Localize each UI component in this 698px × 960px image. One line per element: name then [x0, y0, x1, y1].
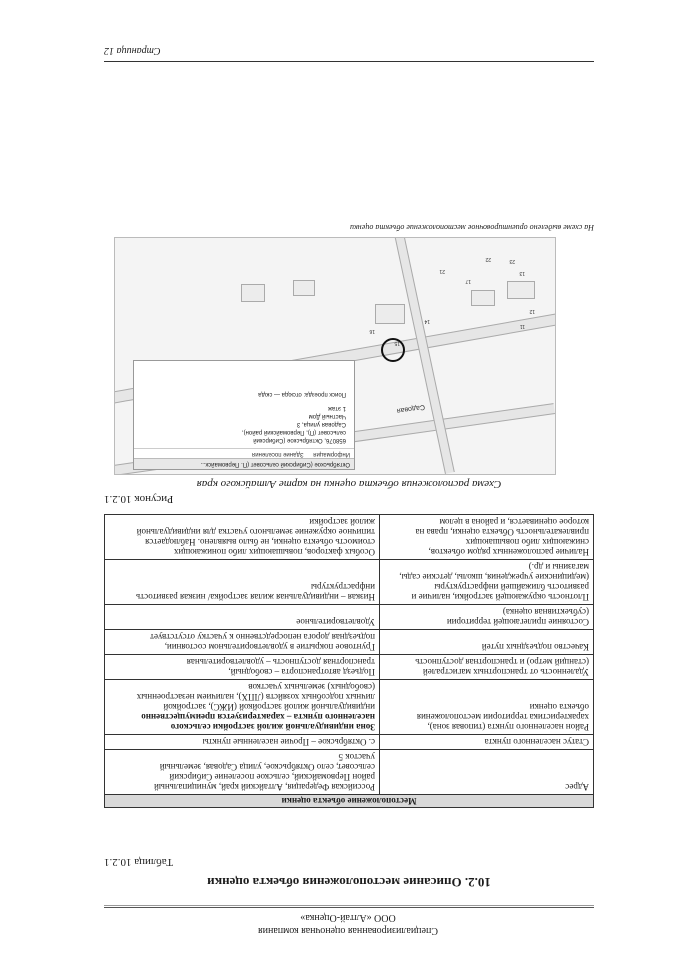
map-plot [507, 281, 535, 299]
section-title: 10.2. Описание местоположения объекта оценки [207, 875, 491, 890]
row-value-line: Российская Федерация, Алтайский край, муниципальный [154, 782, 375, 792]
row-value-line: стоимость объекта оценки, не было выявлено. Наблюдается [145, 537, 375, 547]
row-label [380, 735, 594, 750]
row-label-line: объекта оценки [529, 702, 589, 712]
plot-number: 16 [369, 328, 375, 334]
table-row [105, 515, 594, 560]
row-value-line: жилой застройки [309, 517, 375, 527]
header-rule-2 [104, 905, 594, 906]
row-value-line: Низкая – индивидуальная жилая застройка/ низкая развитость [136, 592, 375, 602]
row-value [105, 680, 380, 735]
map-popup-line: сельсовет (П), Первомайский район), [241, 429, 346, 435]
map-popup-line: Поиск проезда: отсюда — сюда [258, 391, 346, 397]
header-rule [104, 907, 594, 908]
location-map [114, 237, 556, 475]
map-popup-tabs [134, 448, 354, 458]
row-label-line: Район населенного пункта (типовая зона), [427, 722, 589, 732]
plot-number: 17 [465, 278, 471, 284]
row-value-line: (свободных) земельных участков [248, 682, 375, 692]
row-value-line: типичное окружение земельного участка для индивидуальной [136, 527, 375, 537]
table-row [105, 630, 594, 655]
row-value-line: с. Октябрьское – Прочие населенные пункты [202, 737, 375, 747]
row-label-line: которое оценивается, и района в целом [439, 517, 589, 527]
location-marker [381, 338, 405, 362]
row-label-line: Наличие расположенных рядом объектов, [428, 547, 589, 557]
row-value-line: Зона индивидуальной жилой застройки сельского [170, 722, 375, 732]
table-row [105, 605, 594, 630]
row-label-line: магазины и др.) [528, 562, 589, 572]
map-plot [241, 284, 265, 302]
map-plot [375, 304, 405, 324]
row-value-line: транспортная доступность – удовлетворительная [186, 657, 375, 667]
figure-note: На схеме выделено ориентировочное местоположение объекта оценки [349, 223, 594, 232]
row-label-line: привлекательность Объекта оценки, права на [415, 527, 589, 537]
row-label-line: (медицинские учреждения, школы, детские сады, [399, 572, 589, 582]
table-row [105, 680, 594, 735]
page-number: Страница 12 [104, 45, 161, 56]
plot-number: 11 [519, 323, 525, 329]
figure-title: Схема расположения объекта оценки на карте Алтайского края [196, 478, 502, 490]
row-value-line: участок 5 [338, 752, 375, 762]
row-value-line: населенного пункта – характеризуется преимущественно [141, 712, 375, 722]
row-label [380, 630, 594, 655]
table-row [105, 560, 594, 605]
map-popup-tab[interactable]: Информация [313, 451, 350, 457]
company-name-line1: Специализированная оценочная компания [258, 925, 438, 936]
row-label-line: Удаленность от транспортных магистралей [422, 667, 589, 677]
row-value-line: подъездная дорога непосредственно к участку отсутствует [150, 632, 375, 642]
row-label [380, 515, 594, 560]
row-value [105, 560, 380, 605]
row-label-line: характеристика территории местоположения [416, 712, 589, 722]
row-label [380, 605, 594, 630]
plot-number: 12 [529, 308, 535, 314]
row-value [105, 605, 380, 630]
row-label [380, 655, 594, 680]
row-label-line: (субъективная оценка) [502, 607, 589, 617]
plot-number: 13 [519, 270, 525, 276]
row-value-line: инфраструктуры [311, 582, 375, 592]
map-popup-line: Частный Дом [308, 413, 346, 419]
map-popup [133, 360, 355, 470]
row-value [105, 515, 380, 560]
row-value-line: Особых факторов, повышающих либо понижающих [173, 547, 375, 557]
row-value-line: индивидуальной жилой застройкой (ИЖС), застройкой [163, 702, 375, 712]
row-value-line: Удовлетворительное [296, 617, 375, 627]
map-plot [293, 280, 315, 296]
map-popup-line: 658076, Октябрьское (Сибирский [253, 437, 346, 443]
row-value-line: Подъезд автотранспорта – свободный, [228, 667, 375, 677]
row-label [380, 750, 594, 795]
plot-number: 21 [439, 268, 445, 274]
row-value [105, 735, 380, 750]
footer-rule [104, 61, 594, 62]
row-value [105, 630, 380, 655]
row-value-line: район Первомайский, сельское поселение Сибирский [169, 772, 375, 782]
map-popup-tab[interactable]: Здание поселения [251, 451, 304, 457]
company-name-line2: ООО «Алтай-Оценка» [300, 912, 396, 923]
row-label [380, 560, 594, 605]
plot-number: 22 [485, 256, 491, 262]
row-value-line: Грунтовое покрытие в удовлетворительном состоянии, [164, 642, 375, 652]
row-value-line: сельсовет, село Октябрьское, улица Садовая, земельный [159, 762, 375, 772]
table-caption: Таблица 10.2.1 [104, 856, 174, 868]
plot-number: 14 [424, 318, 430, 324]
map-plot [471, 290, 495, 306]
row-label-line: развитость ближайшей инфраструктуры [434, 582, 589, 592]
table-header: Местоположение объекта оценки [105, 795, 594, 808]
table-row [105, 735, 594, 750]
row-label [380, 680, 594, 735]
plot-number: 15 [394, 340, 400, 346]
location-table [104, 514, 594, 808]
map-popup-line: 1 этаж [328, 405, 346, 411]
figure-label: Рисунок 10.2.1 [104, 493, 174, 505]
row-value [105, 655, 380, 680]
row-label-line: снижающих либо повышающих [465, 537, 589, 547]
table-row [105, 750, 594, 795]
row-value-line: личных подсобных хозяйств (ЛПХ), наличием незастроенных [136, 692, 375, 702]
row-value [105, 750, 380, 795]
table-row [105, 655, 594, 680]
row-label-line: Плотность окружающей застройки, наличие и [411, 592, 589, 602]
row-label-line: Состояние прилегающей территории [446, 617, 589, 627]
map-popup-line: Садовая улица, 3 [296, 421, 346, 427]
row-label-line: Адрес [565, 782, 589, 792]
row-label-line: Статус населенного пункта [484, 737, 589, 747]
map-popup-header: Октябрьское (Сибирский сельсовет (П. Первомайск... [134, 458, 354, 469]
row-label-line: Качество подъездных путей [481, 642, 589, 652]
plot-number: 23 [509, 258, 515, 264]
row-label-line: (станций метро) и транспортная доступность [415, 657, 589, 667]
map-street-label: Садовая [396, 403, 426, 414]
